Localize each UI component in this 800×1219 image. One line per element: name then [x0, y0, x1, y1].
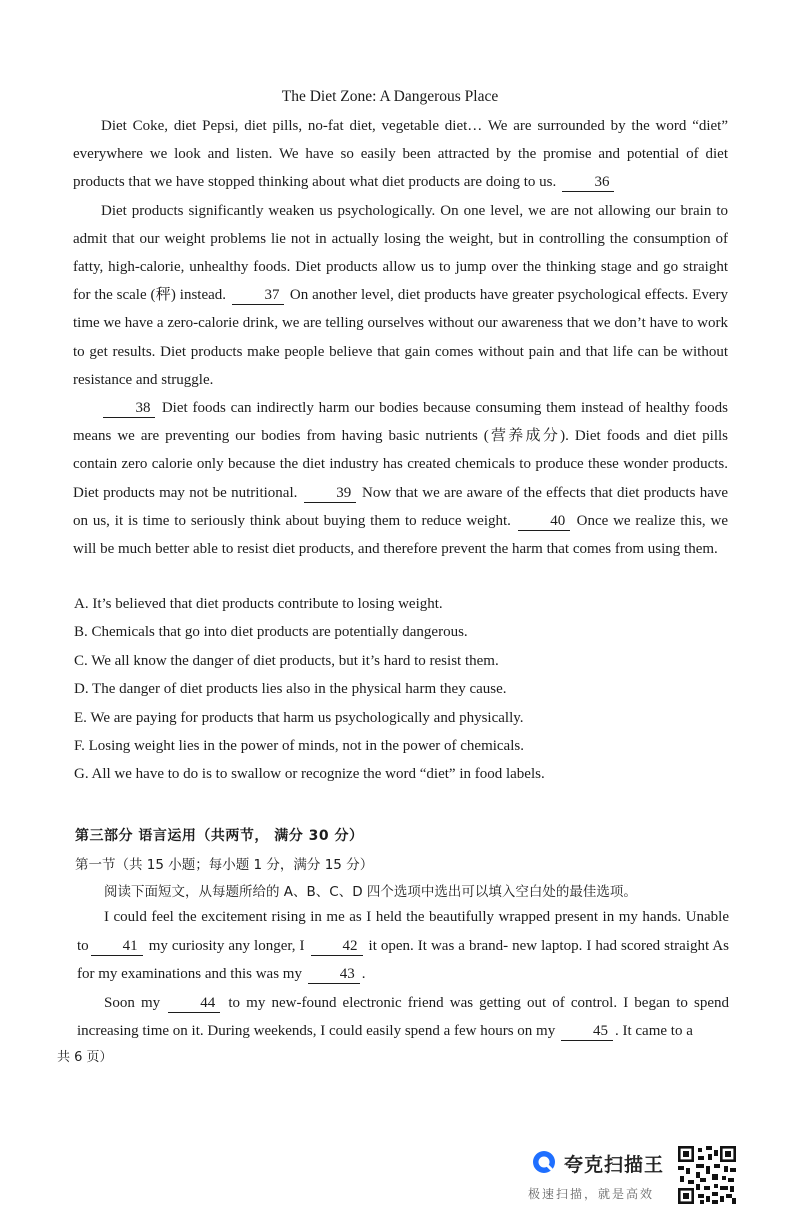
blank-36: 36: [562, 174, 614, 192]
section-heading: 第三部分 语言运用（共两节， 满分 30 分）: [75, 828, 364, 844]
option-b: B. Chemicals that go into diet products are potentially dangerous.: [74, 624, 468, 641]
quark-logo-icon: [532, 1150, 556, 1174]
option-g: G. All we have to do is to swallow or recognize the word “diet” in food labels.: [74, 766, 545, 783]
qr-code-icon: [676, 1144, 738, 1206]
cloze-paragraph-2: Soon my 44 to my new-found electronic friend was getting out of control. I began to spend increasing time on it. During weekends, I could easily spend a few hours on my 45 . It came to a: [77, 994, 730, 1040]
passage-paragraph-1: Diet Coke, diet Pepsi, diet pills, no-fat diet, vegetable diet… We are surrounded by the word “diet” everywhere we look and listen. We have so easily been attracted by the promise and potential of diet products that we have stopped thinking about what diet products are doing to us. 36: [73, 118, 728, 191]
reading-passage: [73, 112, 728, 563]
cloze-passage: [77, 903, 729, 1046]
answer-options: [74, 590, 729, 789]
passage-title: The Diet Zone: A Dangerous Place: [281, 88, 499, 105]
blank-40: 40: [518, 513, 570, 531]
passage-paragraph-3: 38 Diet foods can indirectly harm our bodies because consuming them instead of healthy foods means we are preventing our bodies from having basic nutrients (营养成分). Diet foods and diet pills contain zero calorie only because the diet industry has created chemicals to produce these wonder products. Diet products may not be nutritional. 39 Now that we are aware of the effects that diet products have on us, it is time to seriously think about buying them to reduce weight. 40 Once we realize this, we will be much better able to resist diet products, and therefore prevent the harm that comes from using them.: [73, 400, 729, 558]
scanner-app-name: 夸克扫描王: [564, 1154, 665, 1176]
blank-45: 45: [561, 1023, 613, 1041]
scanner-watermark: [526, 1144, 740, 1206]
blank-41: 41: [91, 938, 143, 956]
option-d: D. The danger of diet products lies also in the physical harm they cause.: [74, 681, 507, 698]
option-a: A. It’s believed that diet products contribute to losing weight.: [74, 596, 443, 612]
passage-paragraph-2: Diet products significantly weaken us psychologically. On one level, we are not allowing our brain to admit that our weight problems lie not in actually losing the weight, but in controlling the consumption of fatty, high-calorie, unhealthy foods. Diet products allow us to jump over the thinking stage and go straight for the scale (秤) instead. 37 On another level, diet products have greater psychological effects. Every time we have a zero-calorie drink, we are telling ourselves without our awareness that we don’t have to work to get results. Diet products make people believe that gain comes without pain and that life can be without resistance and struggle.: [73, 202, 729, 388]
cloze-paragraph-1: I could feel the excitement rising in me as I held the beautifully wrapped present in my hands. Unable to 41 my curiosity any longer, I 42 it open. It was a brand- new laptop. I had scored straight As for my examinations and this was my 43 .: [77, 909, 730, 983]
blank-38: 38: [103, 400, 155, 418]
blank-44: 44: [168, 995, 220, 1013]
option-c: C. We all know the danger of diet products, but it’s hard to resist them.: [74, 652, 499, 669]
section-subheading: 第一节（共 15 小题；每小题 1 分，满分 15 分）: [75, 857, 374, 873]
scanner-slogan: 极速扫描，就是高效: [528, 1187, 655, 1201]
option-e: E. We are paying for products that harm us psychologically and physically.: [74, 709, 524, 726]
page-number: 共 6 页）: [57, 1050, 113, 1065]
blank-42: 42: [311, 938, 363, 956]
option-f: F. Losing weight lies in the power of minds, not in the power of chemicals.: [74, 738, 524, 755]
blank-39: 39: [304, 485, 356, 503]
blank-37: 37: [232, 287, 284, 305]
section-instruction: 阅读下面短文，从每题所给的 A、B、C、D 四个选项中选出可以填入空白处的最佳选项。: [104, 884, 637, 900]
blank-43: 43: [308, 966, 360, 984]
